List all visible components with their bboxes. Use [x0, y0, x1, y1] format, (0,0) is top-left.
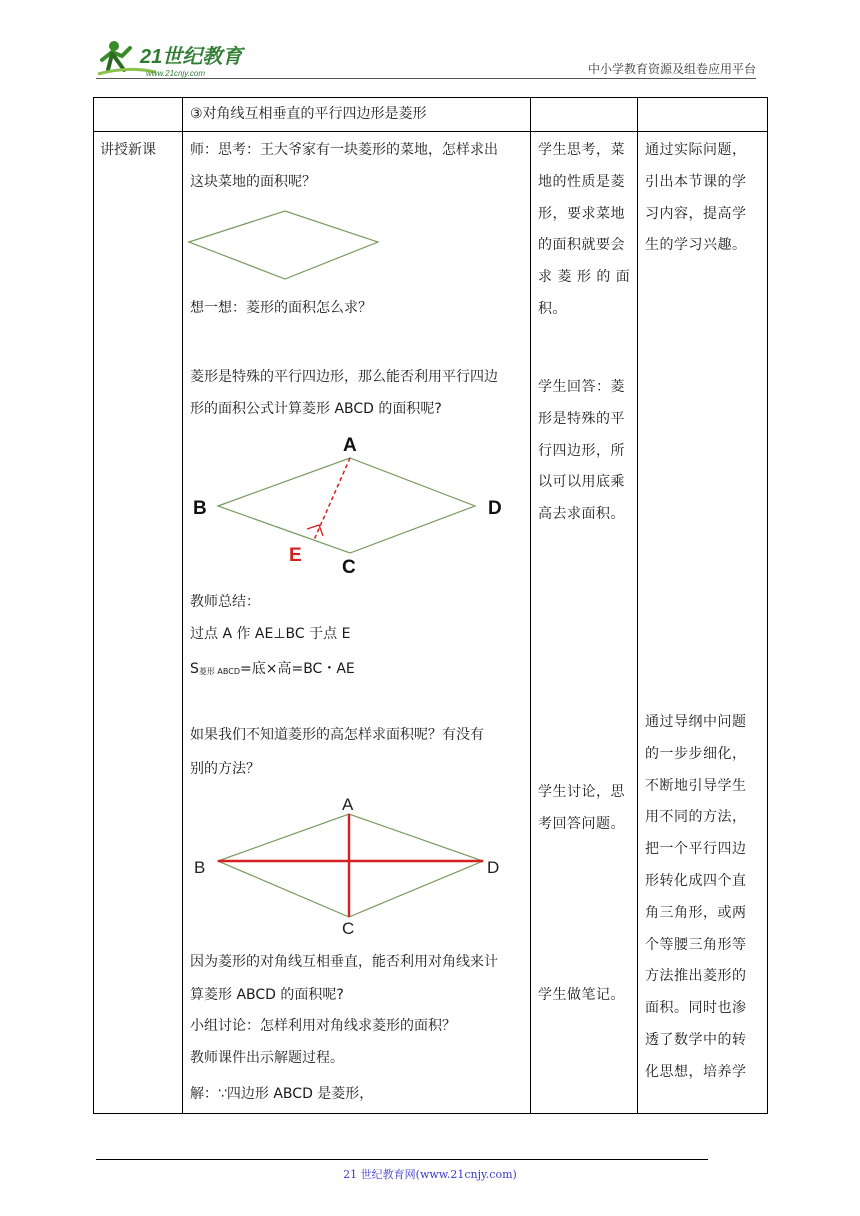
student-block-2: 学生回答：菱 形是特殊的平 行四边形，所 以可以用底乘 高去求面积。 [538, 379, 625, 523]
rhombus-abcd-2 [218, 814, 483, 917]
teacher-p3b: 形的面积公式计算菱形 ABCD 的面积呢? [190, 401, 442, 417]
rhombus-diagonals-diagram [185, 790, 515, 940]
label-a: A [343, 435, 357, 456]
rhombus-diagram-plain [185, 205, 385, 285]
purpose-block-1: 通过实际问题， 引出本节课的学 习内容，提高学 生的学习兴趣。 [645, 142, 747, 254]
teacher-p1b: 这块菜地的面积呢？ [190, 174, 316, 190]
student-block-1: 学生思考，菜 地的性质是菱 形，要求菜地 的面积就要会 求 菱 形 的 面 积。 [538, 142, 631, 317]
table-col-divider [637, 97, 638, 1114]
label-b: B [193, 498, 207, 519]
teacher-p6: 小组讨论：怎样利用对角线求菱形的面积？ [190, 1018, 456, 1034]
label-d2: D [487, 858, 500, 877]
table-border-top [93, 97, 767, 98]
student-block-3: 学生讨论，思 考回答问题。 [538, 784, 625, 832]
label-e: E [289, 545, 302, 566]
footer-text: 21 世纪教育网(www.21cnjy.com) [343, 1168, 517, 1181]
header-divider [96, 78, 756, 79]
teacher-p7: 教师课件出示解题过程。 [190, 1050, 344, 1066]
table-border-left [93, 97, 94, 1114]
rhombus-shape [189, 211, 378, 279]
site-logo [96, 36, 256, 80]
teacher-p4b: 别的方法？ [190, 761, 260, 777]
footer-divider [96, 1159, 708, 1160]
teacher-p5b: 算菱形 ABCD 的面积呢? [190, 987, 344, 1003]
table-border-bottom [93, 1113, 767, 1114]
table-border-right [767, 97, 768, 1114]
table-row-divider [93, 131, 767, 132]
purpose-block-2: 通过导纲中问题 的一步步细化， 不断地引导学生 用不同的方法， 把一个平行四边 形转化成四个直 角三角形，或两 个等腰三角形等 方法推出菱形的 面积。同时也渗 透了数学中的转 化思想，培养学 [645, 714, 747, 1080]
teacher-p8: 解：∵四边形 ABCD 是菱形， [190, 1086, 374, 1102]
row1-content: ③对角线互相垂直的平行四边形是菱形 [190, 106, 427, 122]
rhombus-altitude-diagram [185, 428, 515, 580]
student-block-4: 学生做笔记。 [538, 987, 625, 1003]
label-a2: A [342, 795, 354, 814]
rhombus-abcd [218, 458, 475, 553]
teacher-p5: 因为菱形的对角线互相垂直，能否利用对角线来计 [190, 954, 498, 970]
platform-title: 中小学教育资源及组卷应用平台 [587, 62, 756, 76]
label-d: D [488, 498, 502, 519]
label-b2: B [194, 858, 206, 877]
logo-url: www.21cnjy.com [146, 69, 205, 78]
teacher-p1: 师：思考：王大爷家有一块菱形的菜地，怎样求出 [190, 142, 498, 158]
table-col-divider [182, 97, 183, 1114]
teacher-p3: 菱形是特殊的平行四边形，那么能否利用平行四边 [190, 369, 498, 385]
table-col-divider [530, 97, 531, 1114]
label-c2: C [342, 919, 355, 938]
summary-title: 教师总结： [190, 594, 260, 610]
teacher-p4: 如果我们不知道菱形的高怎样求面积呢？有没有 [190, 727, 484, 743]
label-c: C [342, 557, 356, 578]
summary-line-1: 过点 A 作 AE⊥BC 于点 E [190, 626, 351, 642]
stage-label: 讲授新课 [100, 142, 156, 158]
logo-text: 21世纪教育 [140, 46, 243, 68]
teacher-p2: 想一想：菱形的面积怎么求？ [190, 300, 372, 316]
summary-line-2: $S_{菱形 ABCD}=$底×高=BC・AE [190, 661, 355, 677]
right-angle-mark [307, 525, 323, 536]
